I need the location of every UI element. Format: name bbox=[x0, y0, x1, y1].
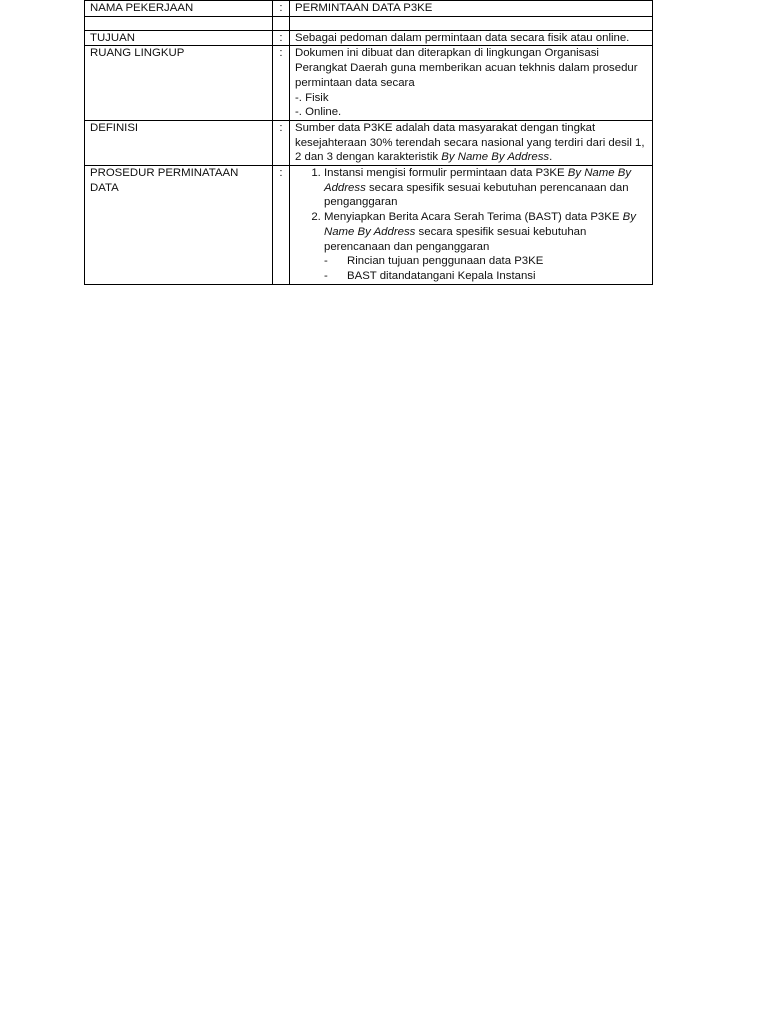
value-definisi bbox=[290, 120, 653, 165]
colon-separator: : bbox=[273, 46, 290, 121]
colon-separator: : bbox=[273, 1, 290, 17]
definisi-end: . bbox=[549, 151, 553, 164]
step-emphasis: By Name By Address bbox=[324, 167, 632, 194]
label-nama-pekerjaan: NAMA PEKERJAAN bbox=[85, 1, 273, 17]
colon-separator: : bbox=[273, 120, 290, 165]
colon-separator: : bbox=[273, 30, 290, 46]
row-ruang-lingkup bbox=[85, 46, 653, 121]
definisi-emphasis: By Name By Address bbox=[441, 151, 550, 164]
ruang-lingkup-item: -. Online. bbox=[295, 106, 342, 119]
label-prosedur: PROSEDUR PERMINATAAN DATA bbox=[85, 166, 273, 285]
spacer-cell bbox=[273, 16, 290, 30]
prosedur-step bbox=[324, 210, 647, 284]
definisi-text: Sumber data P3KE adalah data masyarakat dengan tingkat kesejahteraan 30% terendah secara nasional yang terdiri dari desil 1, 2 dan 3 dengan karakteristik bbox=[295, 121, 645, 164]
row-spacer bbox=[85, 16, 653, 30]
label-definisi: DEFINISI bbox=[85, 120, 273, 165]
step-text: secara spesifik sesuai kebutuhan perencanaan dan penganggaran bbox=[324, 181, 629, 209]
spacer-cell bbox=[85, 16, 273, 30]
colon-separator: : bbox=[273, 166, 290, 285]
row-tujuan bbox=[85, 30, 653, 46]
step-emphasis: By Name By Address bbox=[324, 211, 636, 238]
row-nama-pekerjaan bbox=[85, 1, 653, 17]
value-ruang-lingkup bbox=[290, 46, 653, 121]
value-prosedur bbox=[290, 166, 653, 285]
prosedur-sub-item bbox=[324, 269, 647, 284]
label-ruang-lingkup: RUANG LINGKUP bbox=[85, 46, 273, 121]
prosedur-steps-list bbox=[295, 166, 647, 284]
step-text: Instansi mengisi formulir permintaan data P3KE bbox=[324, 167, 568, 180]
spacer-cell bbox=[290, 16, 653, 30]
sub-item-text: Rincian tujuan penggunaan data P3KE bbox=[347, 255, 544, 268]
row-prosedur bbox=[85, 166, 653, 285]
ruang-lingkup-item: -. Fisik bbox=[295, 91, 329, 104]
dash-bullet: - bbox=[324, 269, 328, 282]
value-nama-pekerjaan: PERMINTAAN DATA P3KE bbox=[290, 1, 653, 17]
dash-bullet: - bbox=[324, 255, 328, 268]
value-tujuan: Sebagai pedoman dalam permintaan data secara fisik atau online. bbox=[290, 30, 653, 46]
prosedur-sub-list bbox=[324, 254, 647, 283]
ruang-lingkup-text: Dokumen ini dibuat dan diterapkan di lingkungan Organisasi Perangkat Daerah guna memberikan acuan tekhnis dalam prosedur permintaan data secara bbox=[295, 47, 638, 89]
sub-item-text: BAST ditandatangani Kepala Instansi bbox=[347, 269, 536, 282]
label-tujuan: TUJUAN bbox=[85, 30, 273, 46]
row-definisi bbox=[85, 120, 653, 165]
step-text: Menyiapkan Berita Acara Serah Terima (BAST) data P3KE bbox=[324, 211, 623, 224]
prosedur-sub-item bbox=[324, 254, 647, 269]
prosedur-step bbox=[324, 166, 647, 210]
document-table bbox=[84, 0, 653, 285]
step-text: secara spesifik sesuai kebutuhan perencanaan dan penganggaran bbox=[324, 225, 587, 253]
